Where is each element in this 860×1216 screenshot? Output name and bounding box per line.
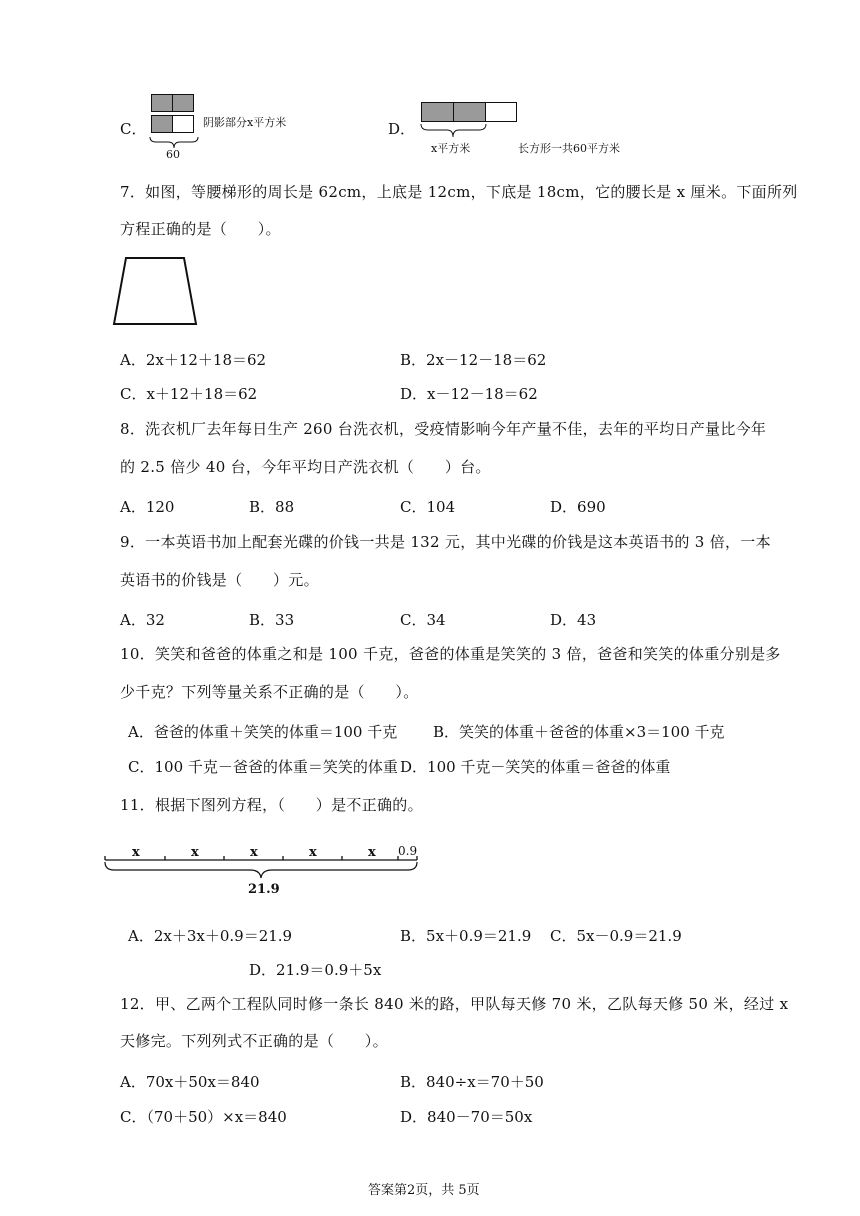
q11-option-b: B．5x＋0.9＝21.9 bbox=[400, 927, 532, 945]
q10-text-line1: 10．笑笑和爸爸的体重之和是 100 千克，爸爸的体重是笑笑的 3 倍，爸爸和笑笑的体重分别是多 bbox=[120, 645, 781, 663]
q12-option-c: C．（70＋50）×x＝840 bbox=[120, 1108, 287, 1126]
rectangle-total-label: 长方形一共60平方米 bbox=[518, 142, 620, 155]
q10-text-line2: 少千克？下列等量关系不正确的是（ ）。 bbox=[120, 683, 419, 701]
q9-text-line1: 9．一本英语书加上配套光碟的价钱一共是 132 元，其中光碟的价钱是这本英语书的 3 倍，一本 bbox=[120, 533, 771, 551]
q11-option-a: A．2x＋3x＋0.9＝21.9 bbox=[128, 927, 293, 945]
q7-option-b: B．2x－12－18＝62 bbox=[400, 351, 547, 369]
option-d-label: D． bbox=[388, 120, 416, 138]
q12-text-line2: 天修完。下列列式不正确的是（ ）。 bbox=[120, 1032, 388, 1050]
grid-total-label: 60 bbox=[166, 148, 180, 161]
q9-option-c: C．34 bbox=[400, 611, 446, 629]
q12-text-line1: 12．甲、乙两个工程队同时修一条长 840 米的路，甲队每天修 70 米，乙队每天修 50 米，经过 x bbox=[120, 995, 789, 1013]
q11-text-line1: 11．根据下图列方程，（ ）是不正确的。 bbox=[120, 796, 423, 814]
q10-option-c: C．100 千克－爸爸的体重＝笑笑的体重 bbox=[128, 758, 398, 776]
q8-option-a: A．120 bbox=[120, 498, 175, 516]
q12-option-b: B．840÷x＝70＋50 bbox=[400, 1073, 544, 1091]
segment-diagram bbox=[100, 842, 425, 882]
strip-brace bbox=[419, 123, 489, 139]
segment-total-label: 21.9 bbox=[248, 882, 280, 897]
q11-option-c: C．5x－0.9＝21.9 bbox=[550, 927, 682, 945]
q9-option-a: A．32 bbox=[120, 611, 165, 629]
segment-label-3: x bbox=[250, 845, 258, 860]
q9-option-d: D．43 bbox=[550, 611, 597, 629]
q10-option-b: B．笑笑的体重＋爸爸的体重×3＝100 千克 bbox=[433, 723, 725, 741]
q7-option-c: C．x＋12＋18＝62 bbox=[120, 385, 258, 403]
q12-option-a: A．70x＋50x＝840 bbox=[120, 1073, 260, 1091]
segment-label-5: x bbox=[368, 845, 376, 860]
segment-label-2: x bbox=[191, 845, 199, 860]
q8-option-c: C．104 bbox=[400, 498, 456, 516]
option-c-label: C． bbox=[120, 120, 147, 138]
q10-option-a: A．爸爸的体重＋笑笑的体重＝100 千克 bbox=[128, 723, 398, 741]
shaded-area-label: 阴影部分x平方米 bbox=[203, 116, 287, 129]
segment-label-remainder: 0.9 bbox=[398, 844, 418, 858]
q7-text-line1: 7．如图，等腰梯形的周长是 62cm，上底是 12cm，下底是 18cm，它的腰长是 x 厘米。下面所列 bbox=[120, 183, 798, 201]
trapezoid-figure bbox=[108, 255, 203, 330]
q7-option-d: D．x－12－18＝62 bbox=[400, 385, 538, 403]
q11-option-d: D．21.9＝0.9＋5x bbox=[249, 961, 382, 979]
q8-text-line2: 的 2.5 倍少 40 台，今年平均日产洗衣机（ ）台。 bbox=[120, 458, 491, 476]
q7-text-line2: 方程正确的是（ ）。 bbox=[120, 220, 281, 238]
q8-option-b: B．88 bbox=[249, 498, 295, 516]
q12-option-d: D．840－70＝50x bbox=[400, 1108, 533, 1126]
shaded-x-label: x平方米 bbox=[431, 142, 471, 155]
q9-option-b: B．33 bbox=[249, 611, 295, 629]
q9-text-line2: 英语书的价钱是（ ）元。 bbox=[120, 571, 319, 589]
q8-text-line1: 8．洗衣机厂去年每日生产 260 台洗衣机，受疫情影响今年产量不佳，去年的平均日产量比今年 bbox=[120, 420, 767, 438]
q10-option-d: D．100 千克－笑笑的体重＝爸爸的体重 bbox=[400, 758, 671, 776]
q7-option-a: A．2x＋12＋18＝62 bbox=[120, 351, 267, 369]
q8-option-d: D．690 bbox=[550, 498, 606, 516]
segment-label-1: x bbox=[132, 845, 140, 860]
page-footer: 答案第2页，共 5页 bbox=[368, 1183, 480, 1198]
segment-label-4: x bbox=[309, 845, 317, 860]
